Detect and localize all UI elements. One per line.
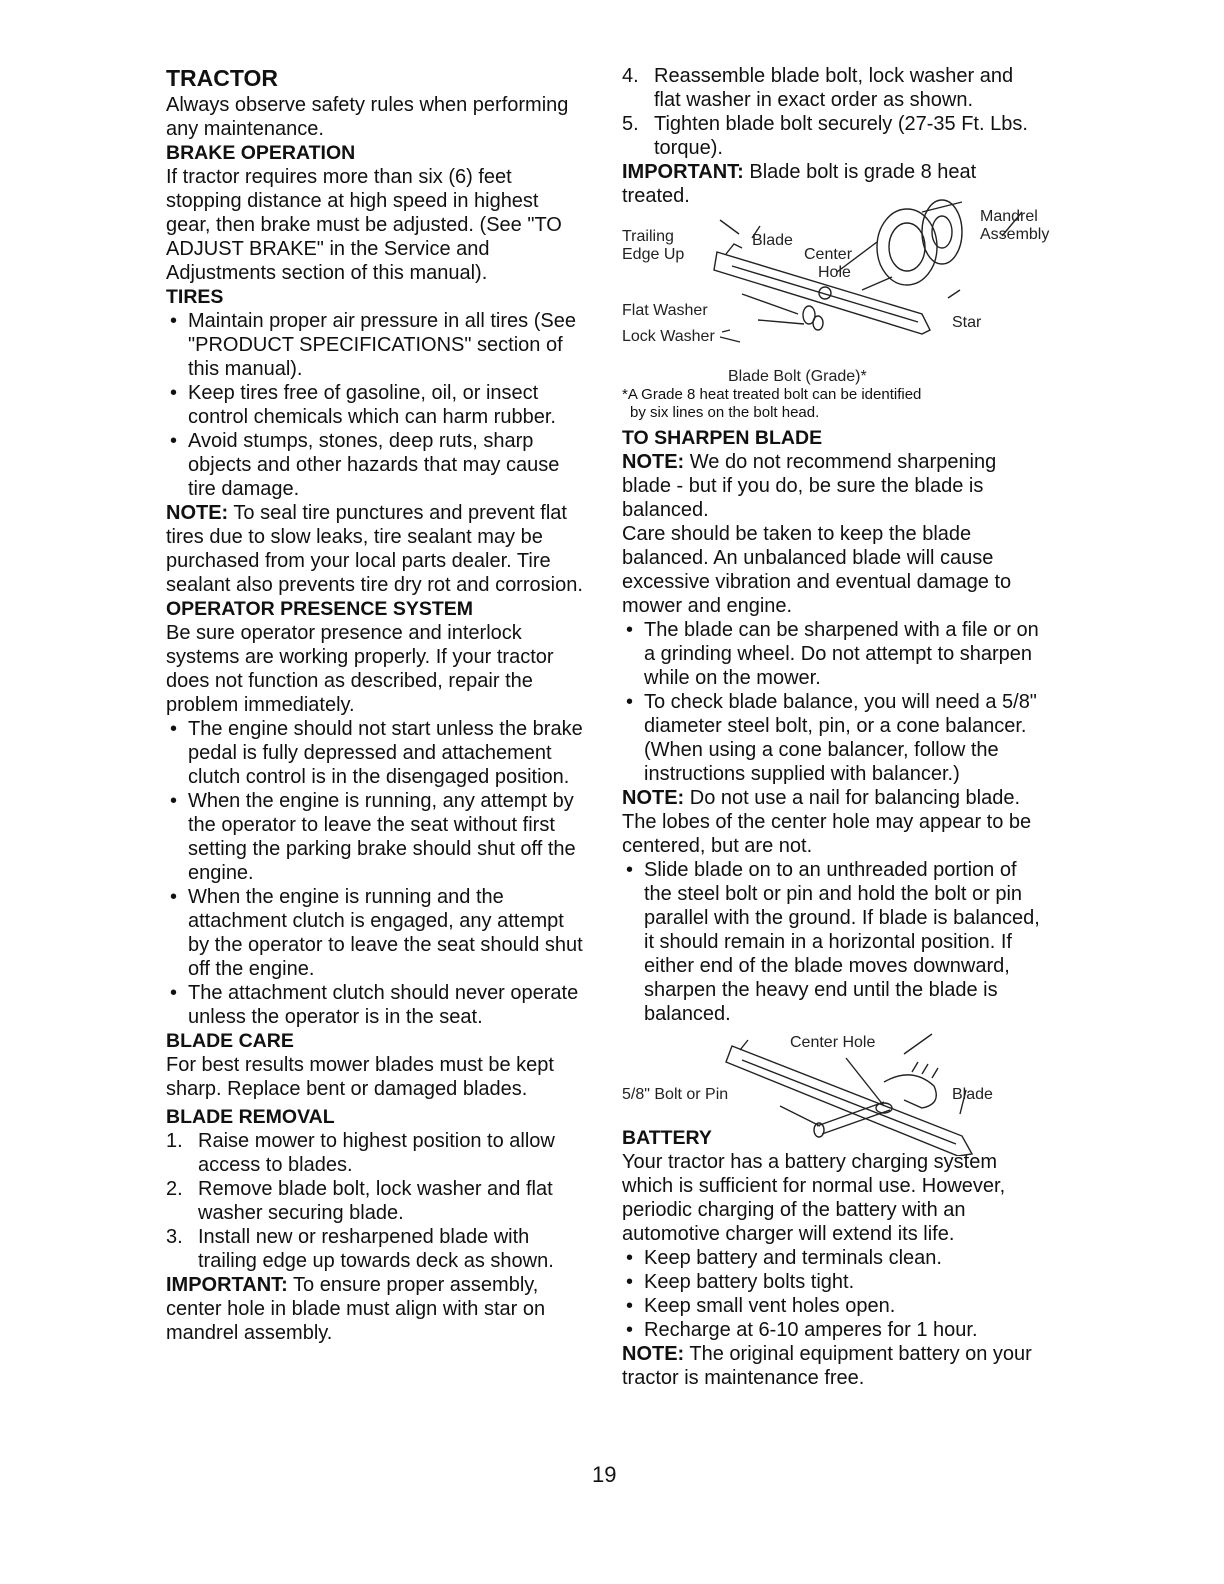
heading-brake-operation: BRAKE OPERATION <box>166 142 356 164</box>
brake-text: If tractor requires more than six (6) feet stopping distance at high speed in highest gear, then brake must be adjusted. (See "TO ADJUST BRAKE" in the Service and Adjustments section of this manual). <box>166 166 562 284</box>
important-text: To ensure proper assembly, center hole in blade must align with star on mandrel assembly. <box>166 1274 546 1344</box>
list-item: • To check blade balance, you will need a 5/8" diameter steel bolt, pin, or a cone balancer. (When using a cone balancer, follow the instructions supplied with balancer.) <box>622 690 1042 786</box>
section-title-tractor: TRACTOR <box>166 65 279 91</box>
note-label: NOTE: <box>622 787 685 809</box>
left-column <box>166 64 586 1345</box>
list-item: 5. Tighten blade bolt securely (27-35 Ft. Lbs. torque). <box>622 113 1028 159</box>
note-label: NOTE: <box>622 1343 685 1365</box>
tires-list <box>166 309 586 501</box>
right-column <box>622 64 1050 1390</box>
blade-removal-steps <box>166 1129 586 1273</box>
list-item: • When the engine is running and the attachment clutch is engaged, any attempt by the operator to leave the seat should shut off the engine. <box>166 885 586 981</box>
label-edge-up: Edge Up <box>622 246 685 263</box>
list-item: • Maintain proper air pressure in all tires (See "PRODUCT SPECIFICATIONS" section of this manual). <box>166 309 586 381</box>
heading-to-sharpen-blade: TO SHARPEN BLADE <box>622 427 823 449</box>
list-item: • The engine should not start unless the brake pedal is fully depressed and attachement clutch control is in the disengaged position. <box>166 717 586 789</box>
list-item: • Keep battery and terminals clean. <box>622 1246 1042 1270</box>
label-flat-washer: Flat Washer <box>622 302 708 319</box>
sharpen-list <box>622 618 1042 786</box>
label-assembly: Assembly <box>980 226 1050 243</box>
sharpen-text: Care should be taken to keep the blade balanced. An unbalanced blade will cause excessive vibration and eventual damage to mower and engine. <box>622 523 1012 617</box>
list-item: 4. Reassemble blade bolt, lock washer and flat washer in exact order as shown. <box>622 65 1014 111</box>
list-item: • Keep tires free of gasoline, oil, or insect control chemicals which can harm rubber. <box>166 381 586 429</box>
list-item: • Keep small vent holes open. <box>622 1294 1042 1318</box>
list-item: • Recharge at 6-10 amperes for 1 hour. <box>622 1318 1042 1342</box>
list-item: 1. Raise mower to highest position to allow access to blades. <box>166 1130 555 1176</box>
list-item: • Keep battery bolts tight. <box>622 1270 1042 1294</box>
blade-care-text: For best results mower blades must be kept sharp. Replace bent or damaged blades. <box>166 1054 554 1100</box>
label-hole: Hole <box>818 264 851 281</box>
operator-list <box>166 717 586 1029</box>
label-blade: Blade <box>752 232 793 249</box>
footnote: *A Grade 8 heat treated bolt can be identified by six lines on the bolt head. <box>622 386 922 421</box>
list-item: • The attachment clutch should never operate unless the operator is in the seat. <box>166 981 586 1029</box>
note-text: Do not use a nail for balancing blade. The lobes of the center hole may appear to be centered, but are not. <box>622 787 1032 857</box>
important-label: IMPORTANT: <box>166 1274 288 1296</box>
important-text: Blade bolt is grade 8 heat treated. <box>622 161 977 207</box>
page-number: 19 <box>592 1462 617 1487</box>
heading-blade-care: BLADE CARE <box>166 1030 294 1052</box>
operator-text: Be sure operator presence and interlock systems are working properly. If your tractor does not function as described, repair the problem immediately. <box>166 622 554 716</box>
note-label: NOTE: <box>622 451 685 473</box>
sharpen-note-2 <box>622 786 1042 858</box>
tires-note <box>166 501 586 597</box>
blade-removal-steps-continued <box>622 64 1042 160</box>
heading-tires: TIRES <box>166 286 224 308</box>
label-center: Center <box>804 246 853 263</box>
list-item: 3. Install new or resharpened blade with trailing edge up towards deck as shown. <box>166 1226 554 1272</box>
list-item: • When the engine is running, any attempt by the operator to leave the seat without first setting the parking brake should shut off the engine. <box>166 789 586 885</box>
label-bolt-or-pin: 5/8" Bolt or Pin <box>622 1086 729 1103</box>
label-star: Star <box>952 314 982 331</box>
label-blade-2: Blade <box>952 1086 993 1103</box>
intro-text: Always observe safety rules when performing any maintenance. <box>166 94 569 140</box>
sharpen-note <box>622 450 1042 522</box>
note-text: The original equipment battery on your tractor is maintenance free. <box>622 1343 1032 1389</box>
list-item: 2. Remove blade bolt, lock washer and flat washer securing blade. <box>166 1178 553 1224</box>
note-text: To seal tire punctures and prevent flat tires due to slow leaks, tire sealant may be purchased from your local parts dealer. Tire sealant also prevents tire dry rot and corrosion. <box>166 502 583 596</box>
important-label: IMPORTANT: <box>622 161 744 183</box>
label-mandrel: Mandrel <box>980 208 1038 225</box>
label-lock-washer: Lock Washer <box>622 328 715 345</box>
list-item: • Slide blade on to an unthreaded portion of the steel bolt or pin and hold the bolt or pin parallel with the ground. If blade is balanced, it should remain in a horizontal position. If either end of the blade moves downward, sharpen the heavy end until the blade is balanced. <box>622 858 1042 1026</box>
battery-text: Your tractor has a battery charging system which is sufficient for normal use. However, periodic charging of the battery with an automotive charger will extend its life. <box>622 1151 1006 1245</box>
battery-list <box>622 1246 1042 1342</box>
note-label: NOTE: <box>166 502 229 524</box>
label-blade-bolt: Blade Bolt (Grade)* <box>728 368 867 385</box>
battery-note <box>622 1342 1042 1390</box>
label-center-hole: Center Hole <box>790 1034 876 1051</box>
blade-assembly-figure <box>622 182 1052 385</box>
important-note <box>166 1273 586 1345</box>
balance-list <box>622 858 1042 1026</box>
blade-balance-figure <box>622 1026 1042 1156</box>
heading-battery: BATTERY <box>622 1127 712 1149</box>
label-trailing: Trailing <box>622 228 674 245</box>
list-item: • Avoid stumps, stones, deep ruts, sharp objects and other hazards that may cause tire damage. <box>166 429 586 501</box>
note-text: We do not recommend sharpening blade - but if you do, be sure the blade is balanced. <box>622 451 997 521</box>
heading-blade-removal: BLADE REMOVAL <box>166 1106 335 1128</box>
list-item: • The blade can be sharpened with a file or on a grinding wheel. Do not attempt to sharpen while on the mower. <box>622 618 1042 690</box>
heading-operator-presence: OPERATOR PRESENCE SYSTEM <box>166 598 474 620</box>
